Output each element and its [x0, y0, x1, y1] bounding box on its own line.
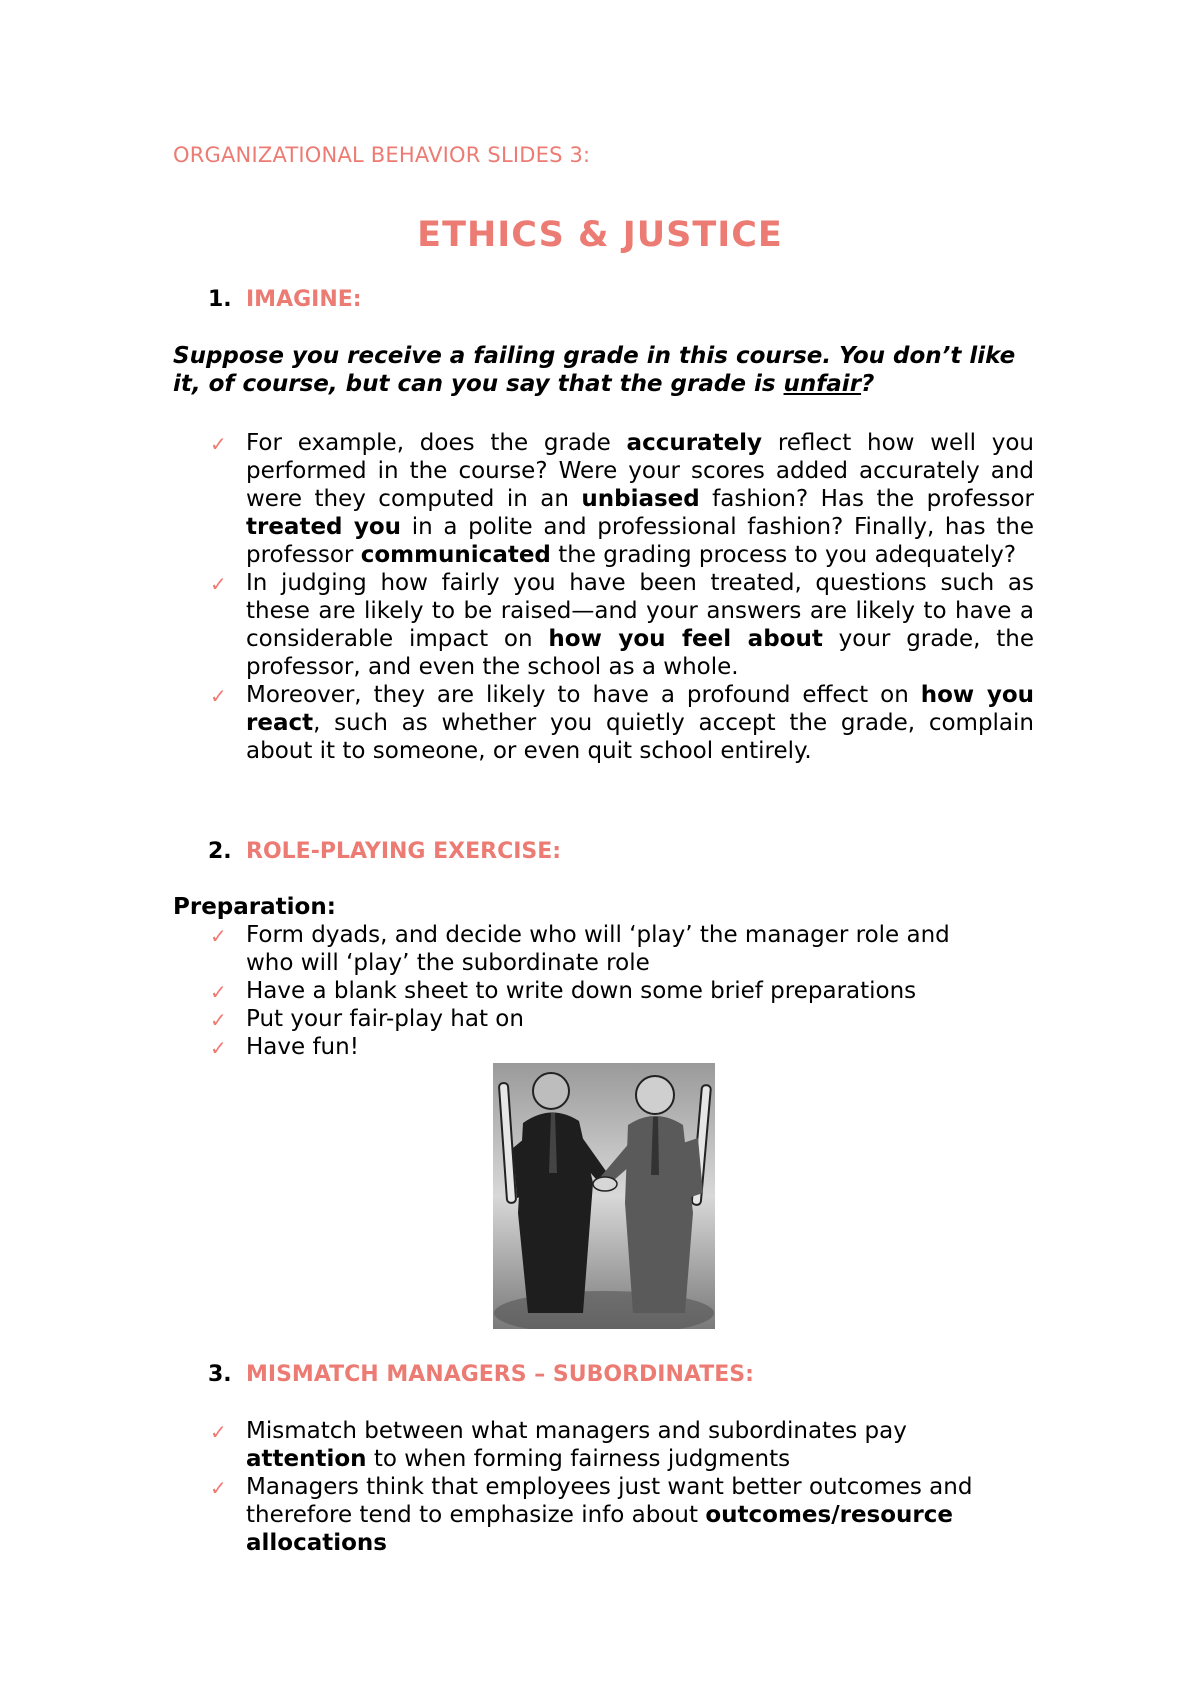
list-item [208, 1417, 1034, 1473]
text-run: Moreover, they are likely to have a profound effect on [246, 682, 921, 708]
preparation-label: Preparation: [173, 894, 336, 920]
list-item [208, 1473, 1034, 1557]
emphasis-text: accurately [626, 430, 763, 456]
section-heading-imagine [208, 287, 362, 312]
imagine-bullet-list [208, 429, 1034, 765]
emphasis-text: unbiased [581, 486, 700, 512]
checkmark-icon: ✓ [210, 980, 227, 1004]
roleplay-bullet-list [208, 921, 998, 1061]
checkmark-icon: ✓ [210, 1008, 227, 1032]
intro-text: Suppose you receive a failing grade in this course. You don’t like it, of course, but can you say that the grade is [173, 343, 1016, 397]
text-run: Mismatch between what managers and subordinates pay [246, 1418, 907, 1444]
intro-punctuation: ? [861, 371, 875, 397]
section-number: 2. [208, 839, 232, 864]
intro-underlined-word: unfair [783, 371, 862, 397]
section-title: ROLE-PLAYING EXERCISE: [246, 839, 562, 864]
checkmark-icon: ✓ [210, 924, 227, 948]
emphasis-text: outcomes/resource allocations [246, 1502, 953, 1556]
list-item [208, 569, 1034, 681]
list-item-text [246, 681, 1034, 765]
list-item [208, 1033, 998, 1061]
checkmark-icon: ✓ [210, 684, 227, 708]
handshake-illustration [493, 1063, 715, 1329]
text-run: fashion? Has the professor [699, 486, 1034, 512]
text-run: For example, does the grade [246, 430, 627, 456]
checkmark-icon: ✓ [210, 1476, 227, 1500]
emphasis-text: how you feel about [548, 626, 823, 652]
text-run: Put your fair-play hat on [246, 1006, 524, 1032]
list-item-text [246, 978, 916, 1004]
page-title: ETHICS & JUSTICE [417, 215, 783, 255]
text-run: to when forming fairness judgments [366, 1446, 791, 1472]
list-item [208, 429, 1034, 569]
list-item-text [246, 1418, 907, 1472]
text-run: In judging how fairly you have been treated, questions such as these are likely to be raised—and your answers are likely to have a considerable impact on [246, 570, 1034, 652]
text-run: Have a blank sheet to write down some brief preparations [246, 978, 917, 1004]
list-item-text [246, 569, 1034, 681]
list-item-text [246, 1034, 359, 1060]
checkmark-icon: ✓ [210, 1420, 227, 1444]
list-item [208, 977, 998, 1005]
document-header: ORGANIZATIONAL BEHAVIOR SLIDES 3: [173, 143, 591, 167]
checkmark-icon: ✓ [210, 572, 227, 596]
emphasis-text: how you react [246, 682, 1034, 736]
text-run: the grading process to you adequately? [550, 542, 1017, 568]
text-run: your grade, the professor, and even the school as a whole. [246, 626, 1034, 680]
text-run: Form dyads, and decide who will ‘play’ the manager role and who will ‘play’ the subordinate role [246, 922, 950, 976]
handshake-icon [493, 1063, 715, 1329]
emphasis-text: communicated [360, 542, 551, 568]
section-heading-mismatch [208, 1362, 754, 1387]
text-run: in a polite and professional fashion? Finally, has the professor [246, 514, 1034, 568]
imagine-intro [173, 342, 1033, 398]
text-run: Managers think that employees just want better outcomes and therefore tend to emphasize info about [246, 1474, 973, 1528]
mismatch-bullet-list [208, 1417, 1034, 1557]
section-title: IMAGINE: [246, 287, 362, 312]
list-item-text [246, 1474, 972, 1556]
text-run: reflect how well you performed in the course? Were your scores added accurately and were they computed in an [246, 430, 1034, 512]
text-run: Have fun! [246, 1034, 359, 1060]
text-run: , such as whether you quietly accept the grade, complain about it to someone, or even quit school entirely. [246, 710, 1034, 764]
checkmark-icon: ✓ [210, 432, 227, 456]
list-item-text [246, 429, 1034, 569]
checkmark-icon: ✓ [210, 1036, 227, 1060]
emphasis-text: treated you [246, 514, 402, 540]
list-item [208, 1005, 998, 1033]
list-item [208, 921, 998, 977]
section-number: 3. [208, 1362, 232, 1387]
section-number: 1. [208, 287, 232, 312]
section-title: MISMATCH MANAGERS – SUBORDINATES: [246, 1362, 754, 1387]
emphasis-text: attention [246, 1446, 367, 1472]
list-item [208, 681, 1034, 765]
list-item-text [246, 922, 950, 976]
section-heading-roleplay [208, 839, 561, 864]
list-item-text [246, 1006, 524, 1032]
